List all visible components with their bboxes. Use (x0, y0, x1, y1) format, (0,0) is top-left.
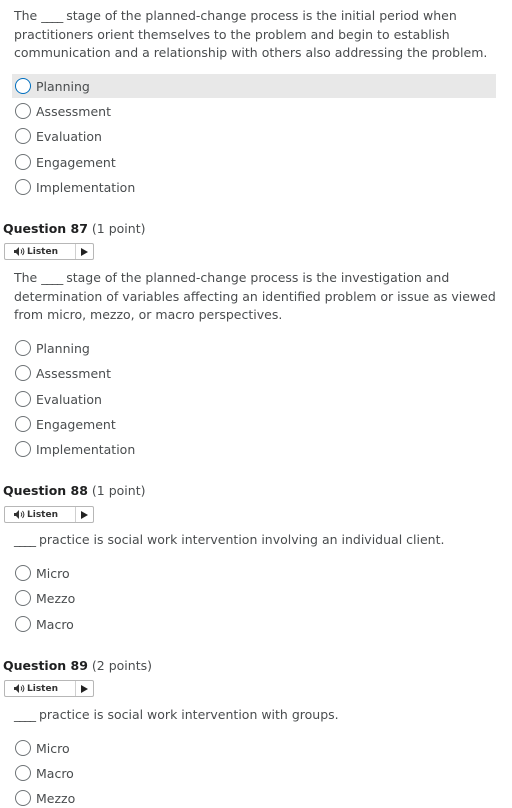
speaker-icon (5, 247, 25, 256)
q89-text: ____ practice is social work intervention with groups. (14, 707, 339, 722)
q87-listen-button[interactable]: Listen (4, 243, 94, 260)
play-icon[interactable] (76, 511, 93, 519)
q89-option-mezzo[interactable]: Mezzo (12, 786, 496, 808)
q86-option-evaluation[interactable]: Evaluation (12, 124, 496, 148)
radio-button[interactable] (15, 179, 31, 195)
q86-text: The ____ stage of the planned-change process is the initial period when practitioners orient themselves to the problem and begin to establish communication and a relationship with others also addressing the problem. (14, 8, 488, 60)
play-icon[interactable] (76, 248, 93, 256)
speaker-icon (5, 684, 25, 693)
q86-option-engagement[interactable]: Engagement (12, 150, 496, 174)
q88-header: Question 88 (1 point) (3, 483, 146, 498)
q87-text: The ____ stage of the planned-change process is the investigation and determination of variables affecting an identified problem or issue as viewed from micro, mezzo, or macro perspectives. (14, 270, 496, 322)
radio-button[interactable] (15, 416, 31, 432)
q87-option-evaluation[interactable]: Evaluation (12, 387, 496, 411)
q87-option-planning[interactable]: Planning (12, 336, 496, 360)
q89-listen-button[interactable]: Listen (4, 680, 94, 697)
radio-button[interactable] (15, 391, 31, 407)
radio-button[interactable] (15, 154, 31, 170)
q88-option-mezzo[interactable]: Mezzo (12, 586, 496, 610)
q87-option-implementation[interactable]: Implementation (12, 437, 496, 461)
q87-header: Question 87 (1 point) (3, 221, 146, 236)
radio-button[interactable] (15, 78, 31, 94)
radio-button[interactable] (15, 128, 31, 144)
q89-option-micro[interactable]: Micro (12, 736, 496, 760)
radio-button[interactable] (15, 441, 31, 457)
radio-button[interactable] (15, 565, 31, 581)
q86-option-assessment[interactable]: Assessment (12, 99, 496, 123)
q88-option-micro[interactable]: Micro (12, 561, 496, 585)
q87-option-engagement[interactable]: Engagement (12, 412, 496, 436)
q87-option-assessment[interactable]: Assessment (12, 361, 496, 385)
q88-option-macro[interactable]: Macro (12, 612, 496, 636)
radio-button[interactable] (15, 765, 31, 781)
q89-header: Question 89 (2 points) (3, 658, 152, 673)
play-icon[interactable] (76, 685, 93, 693)
radio-button[interactable] (15, 790, 31, 806)
q86-option-implementation[interactable]: Implementation (12, 175, 496, 199)
radio-button[interactable] (15, 103, 31, 119)
speaker-icon (5, 510, 25, 519)
radio-button[interactable] (15, 740, 31, 756)
q88-listen-button[interactable]: Listen (4, 506, 94, 523)
radio-button[interactable] (15, 365, 31, 381)
radio-button[interactable] (15, 616, 31, 632)
q86-option-planning[interactable]: Planning (12, 74, 496, 98)
q88-text: ____ practice is social work intervention involving an individual client. (14, 532, 445, 547)
radio-button[interactable] (15, 590, 31, 606)
q89-option-macro[interactable]: Macro (12, 761, 496, 785)
radio-button[interactable] (15, 340, 31, 356)
